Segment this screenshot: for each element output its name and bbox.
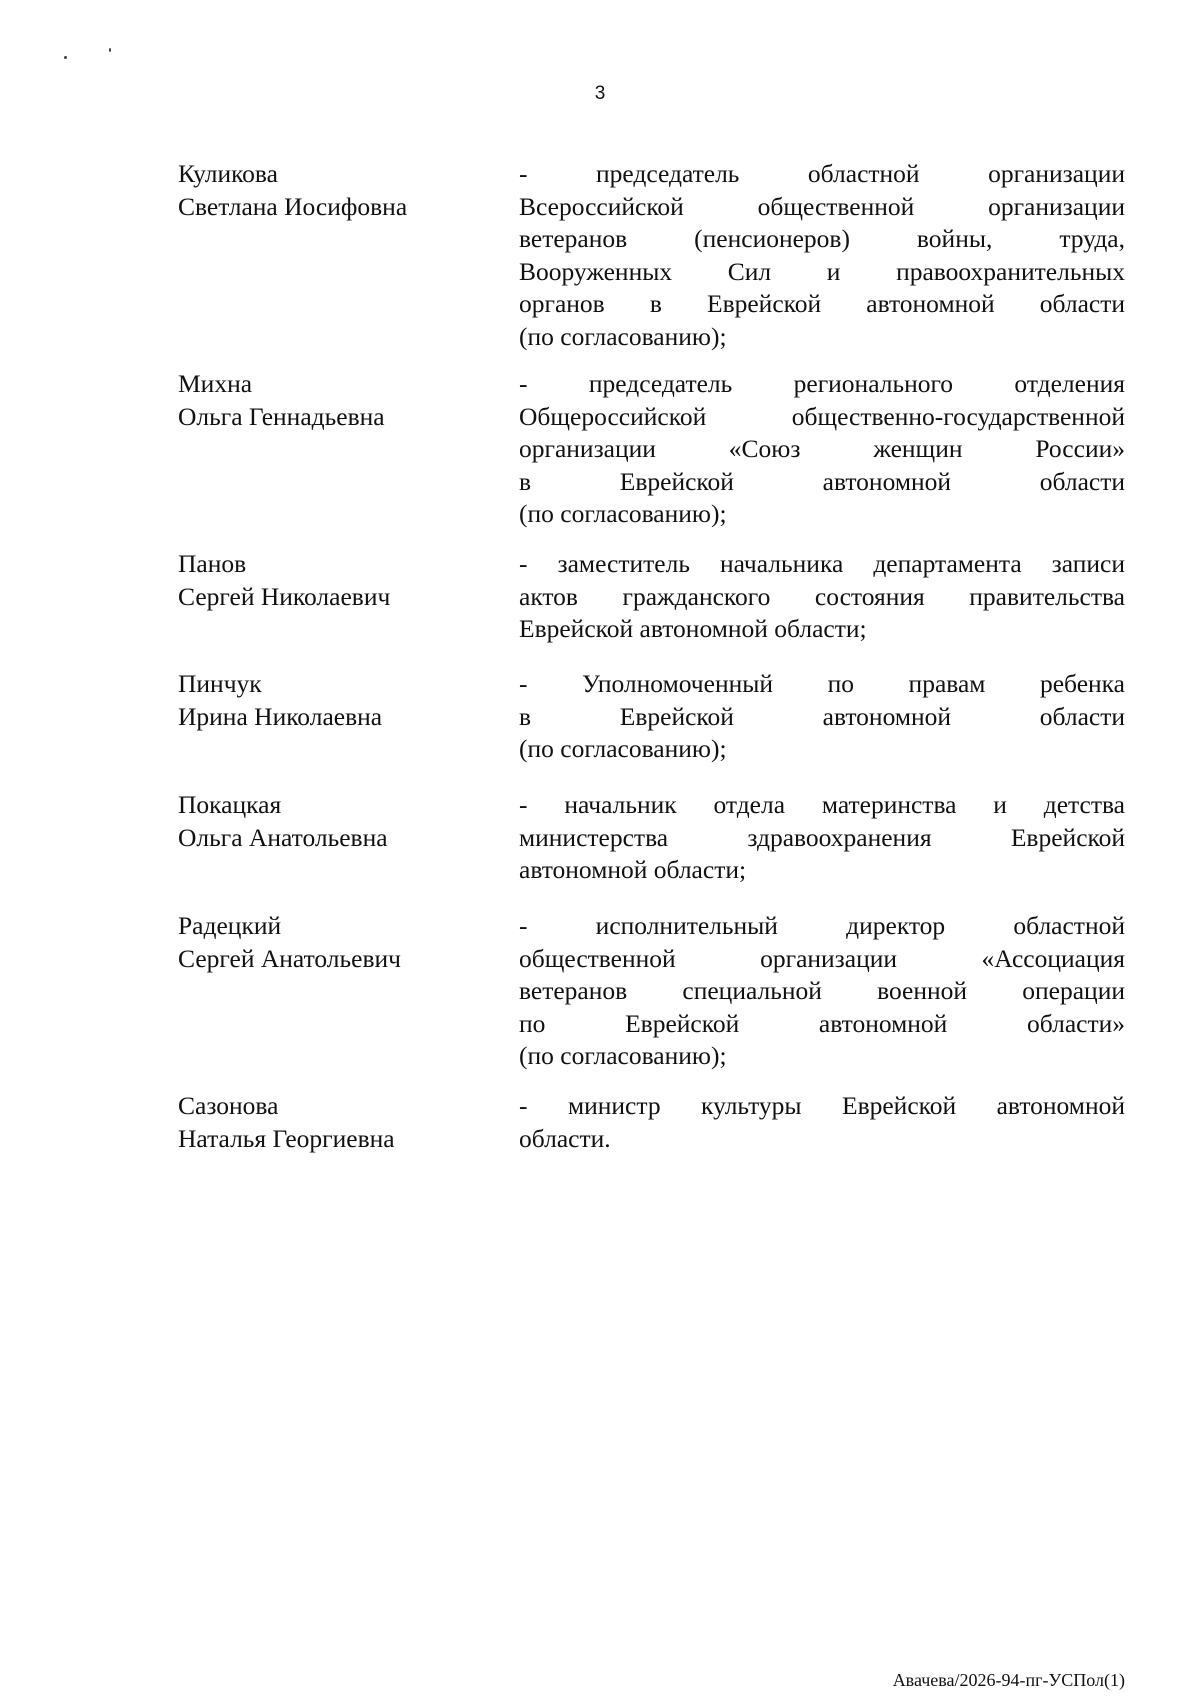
member-given-names: Сергей Николаевич [178,581,391,611]
member-given-names: Наталья Георгиевна [178,1123,395,1153]
member-given-names: Ирина Николаевна [178,701,383,731]
member-name [178,1090,498,1155]
member-role-line: органов в Еврейской автономной области [519,289,1125,318]
member-role-line: (по согласованию); [519,1041,727,1070]
member-role-line: по Еврейской автономной области» [519,1008,1125,1038]
member-role-line: - начальник отдела материнства и детства [519,790,1125,819]
member-role-line: Общероссийской общественно-государственной [519,401,1125,431]
member-surname: Сазонова [178,1091,279,1120]
member-role-line: - председатель областной организации [519,159,1125,188]
member-surname: Панов [178,549,247,578]
member-role-line: - исполнительный директор областной [519,911,1125,940]
member-role-line: - заместитель начальника департамента записи [519,549,1125,578]
scan-speck [64,56,67,59]
page-number: 3 [594,83,606,104]
document-reference: Авачева/2026-94-пг-УСПол(1) [892,1670,1125,1690]
member-role-line: в Еврейской автономной области [519,701,1125,731]
member-role-line: актов гражданского состояния правительства [519,581,1125,611]
member-role-line: организации «Союз женщин России» [519,434,1125,463]
member-given-names: Ольга Геннадьевна [178,401,385,431]
member-role-line: (по согласованию); [519,321,727,351]
member-role-line: ветеранов специальной военной операции [519,976,1125,1005]
member-name [178,548,498,613]
member-role [519,548,1125,646]
member-role-line: Еврейской автономной области; [519,614,867,643]
member-role-line: (по согласованию); [519,734,727,763]
member-role-line: общественной организации «Ассоциация [519,943,1125,973]
member-name [178,368,498,433]
member-role-line: в Еврейской автономной области [519,466,1125,496]
member-role-line: - председатель регионального отделения [519,369,1125,398]
member-role-line: - министр культуры Еврейской автономной [519,1091,1125,1120]
member-role [519,1090,1125,1155]
member-role-line: автономной области; [519,855,747,884]
member-role-line: (по согласованию); [519,499,727,528]
member-role [519,368,1125,531]
member-role-line: Всероссийской общественной организации [519,191,1125,221]
member-given-names: Светлана Иосифовна [178,191,408,221]
scan-speck [109,48,111,52]
member-role-line: области. [519,1123,611,1153]
member-role [519,789,1125,887]
member-role [519,668,1125,766]
member-role-line: министерства здравоохранения Еврейской [519,822,1125,852]
member-name [178,668,498,733]
member-surname: Радецкий [178,911,282,940]
member-name [178,910,498,975]
member-surname: Михна [178,369,253,398]
member-given-names: Ольга Анатольевна [178,822,388,852]
member-given-names: Сергей Анатольевич [178,943,401,973]
member-surname: Куликова [178,159,278,188]
member-surname: Пинчук [178,669,262,698]
member-name [178,158,498,223]
member-role-line: - Уполномоченный по правам ребенка [519,669,1125,698]
member-role [519,158,1125,353]
member-role [519,910,1125,1073]
member-name [178,789,498,854]
member-role-line: Вооруженных Сил и правоохранительных [519,256,1125,286]
member-surname: Покацкая [178,790,282,819]
member-role-line: ветеранов (пенсионеров) войны, труда, [519,224,1125,253]
